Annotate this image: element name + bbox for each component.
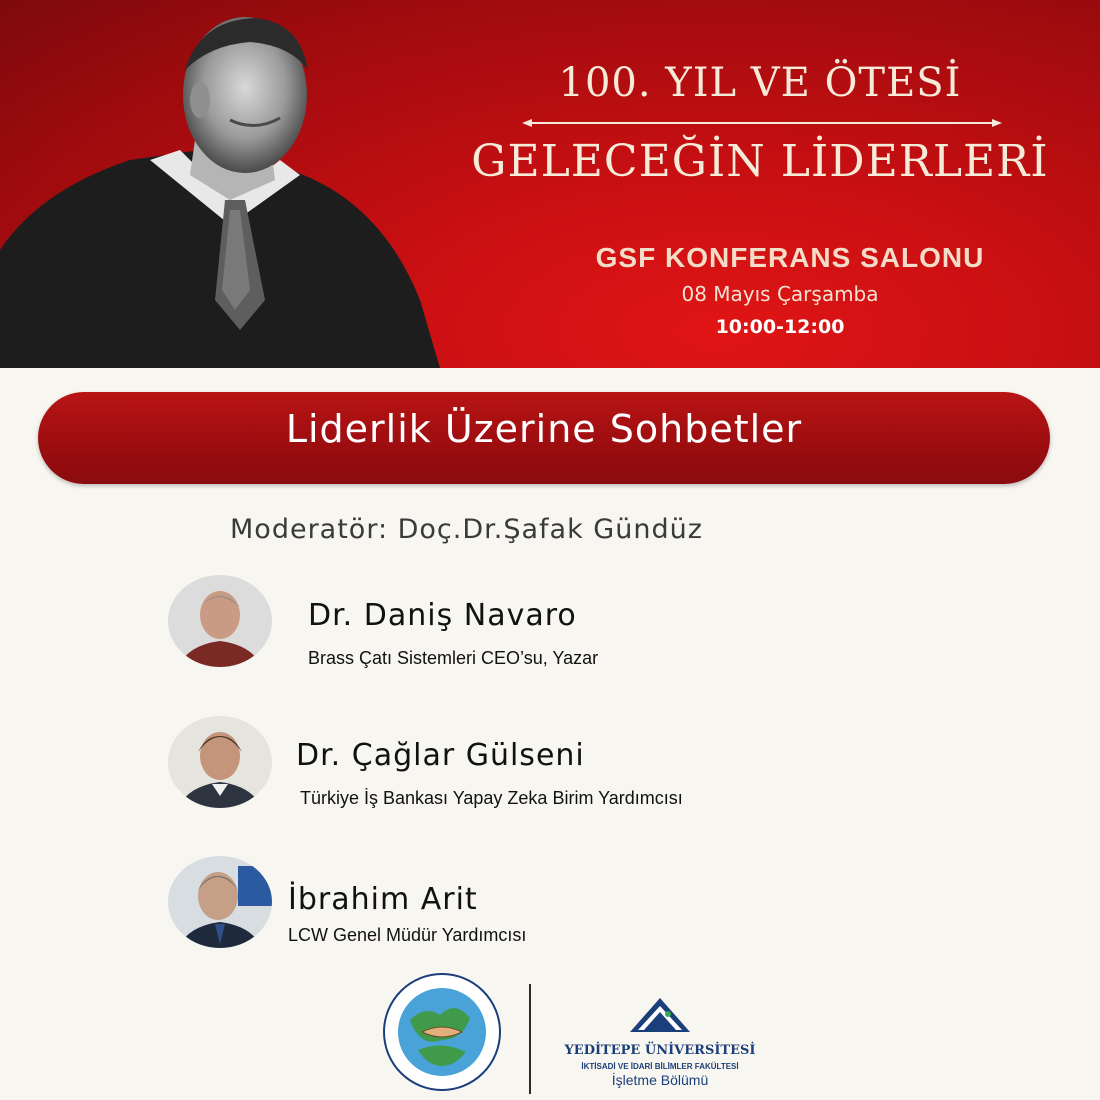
- university-name: YEDİTEPE ÜNİVERSİTESİ: [564, 1043, 756, 1058]
- department-name: İşletme Bölümü: [611, 1072, 709, 1088]
- moderator-text: Moderatör: Doç.Dr.Şafak Gündüz: [230, 514, 703, 545]
- event-title-line1: 100. YIL VE ÖTESİ: [558, 60, 962, 106]
- speaker-photo-1: [168, 575, 272, 667]
- time-text: 10:00-12:00: [715, 316, 845, 338]
- speaker-role-1: Brass Çatı Sistemleri CEO’su, Yazar: [308, 648, 599, 668]
- session-title-banner: [38, 392, 1050, 484]
- speaker-name-1: Dr. Daniş Navaro: [308, 598, 577, 633]
- speaker-photo-3: [168, 856, 272, 948]
- venue-text: GSF KONFERANS SALONU: [595, 242, 985, 273]
- session-title: Liderlik Üzerine Sohbetler: [285, 407, 803, 451]
- faculty-name: İKTİSADİ VE İDARİ BİLİMLER FAKÜLTESİ: [581, 1062, 739, 1071]
- header-banner: [0, 0, 1100, 368]
- speaker-role-3: LCW Genel Müdür Yardımcısı: [288, 925, 527, 945]
- speaker-name-3: İbrahim Arit: [288, 882, 478, 917]
- event-title-line2: GELECEĞİN LİDERLERİ: [471, 136, 1049, 187]
- title-divider: [522, 118, 1002, 128]
- speaker-photo-2: [168, 716, 272, 808]
- speaker-name-2: Dr. Çağlar Gülseni: [296, 738, 585, 773]
- date-text: 08 Mayıs Çarşamba: [681, 282, 879, 306]
- speaker-role-2: Türkiye İş Bankası Yapay Zeka Birim Yardımcısı: [300, 788, 683, 808]
- club-logo: [384, 974, 500, 1090]
- portrait-image: [0, 0, 440, 368]
- university-logo-icon: [630, 998, 690, 1032]
